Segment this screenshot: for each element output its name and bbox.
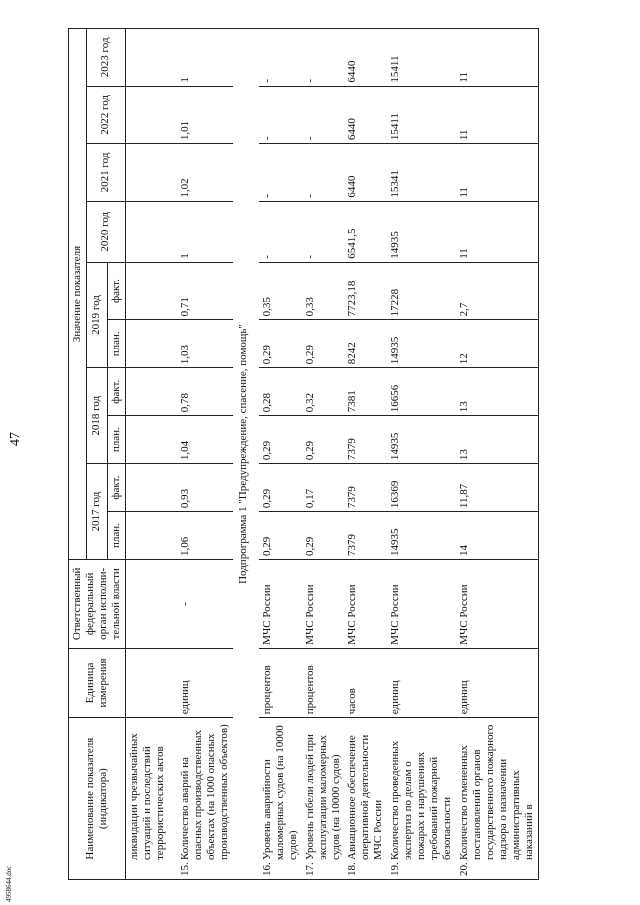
value-cell: 7723,18: [344, 262, 387, 320]
indicator-authority: МЧС России: [456, 560, 538, 649]
value-cell: 0,78: [169, 368, 233, 416]
value-cell: -: [302, 29, 345, 87]
value-cell: 0,33: [302, 262, 345, 320]
table-row: [302, 29, 345, 880]
value-cell: 0,32: [302, 368, 345, 416]
value-cell: 11: [456, 29, 538, 87]
value-cell: 0,29: [259, 464, 302, 512]
header-values: Значение показателя: [69, 29, 87, 560]
footer-filename: 4958644.doc: [5, 865, 13, 902]
indicator-name: 20. Количество отмененных постановлений органов государственного пожарного надзора о назначении административных наказаний в: [456, 718, 538, 880]
header-2022: 2022 год: [86, 86, 125, 144]
value-cell: 6440: [344, 86, 387, 144]
indicator-authority: МЧС России: [387, 560, 456, 649]
value-cell: 14: [456, 512, 538, 560]
indicator-unit: единиц: [169, 648, 233, 718]
subprogram-row: [233, 29, 259, 880]
value-cell: -: [302, 144, 345, 202]
indicator-authority: -: [169, 560, 233, 649]
value-cell: 12: [456, 320, 538, 368]
table-header: [69, 29, 126, 880]
value-cell: 0,29: [302, 320, 345, 368]
value-cell: 2,7: [456, 262, 538, 320]
value-cell: 6440: [344, 144, 387, 202]
value-cell: 1: [169, 29, 233, 87]
value-cell: 6541,5: [344, 201, 387, 262]
value-cell: -: [302, 201, 345, 262]
indicator-name: 17. Уровень гибели людей при эксплуатации маломерных судов (на 10000 судов): [302, 718, 345, 880]
table-body: [125, 29, 538, 880]
indicator-authority: МЧС России: [302, 560, 345, 649]
value-cell: 1,03: [169, 320, 233, 368]
value-cell: -: [259, 29, 302, 87]
header-unit: Единица измерения: [69, 648, 126, 718]
value-cell: 0,29: [259, 416, 302, 464]
value-cell: 15341: [387, 144, 456, 202]
value-cell: 0,71: [169, 262, 233, 320]
value-cell: 0,35: [259, 262, 302, 320]
value-cell: 16656: [387, 368, 456, 416]
value-cell: 7379: [344, 512, 387, 560]
value-cell: -: [259, 144, 302, 202]
indicator-authority: МЧС России: [344, 560, 387, 649]
table-row: [387, 29, 456, 880]
table-row: [456, 29, 538, 880]
value-cell: 8242: [344, 320, 387, 368]
value-cell: 0,29: [259, 320, 302, 368]
value-cell: 14935: [387, 416, 456, 464]
value-cell: 0,29: [302, 416, 345, 464]
header-fact: факт.: [107, 262, 125, 320]
indicator-name: 19. Количество проведенных экспертиз по делам о пожарах и нарушениях требований пожарной безопасности: [387, 718, 456, 880]
indicator-name: 15. Количество аварий на опасных производственных объектах (на 1000 опасных производственных объектов): [169, 718, 233, 880]
header-2017: 2017 год: [86, 464, 107, 560]
table-row: [344, 29, 387, 880]
value-cell: 1,04: [169, 416, 233, 464]
indicator-unit: единиц: [387, 648, 456, 718]
value-cell: 15411: [387, 86, 456, 144]
value-cell: 7381: [344, 368, 387, 416]
value-cell: 0,93: [169, 464, 233, 512]
value-cell: 1: [169, 201, 233, 262]
value-cell: 13: [456, 416, 538, 464]
value-cell: -: [259, 201, 302, 262]
header-2018: 2018 год: [86, 368, 107, 464]
indicator-authority: МЧС России: [259, 560, 302, 649]
value-cell: -: [302, 86, 345, 144]
header-plan: план.: [107, 512, 125, 560]
header-plan: план.: [107, 320, 125, 368]
header-fact: факт.: [107, 464, 125, 512]
value-cell: 15411: [387, 29, 456, 87]
indicator-name: 18. Авиационное обеспечение оперативной деятельности МЧС России: [344, 718, 387, 880]
table-row: [259, 29, 302, 880]
value-cell: 0,29: [259, 512, 302, 560]
value-cell: 0,17: [302, 464, 345, 512]
continuation-row: [125, 29, 168, 880]
value-cell: 11: [456, 86, 538, 144]
value-cell: 6440: [344, 29, 387, 87]
header-2021: 2021 год: [86, 144, 125, 202]
table-row: [169, 29, 233, 880]
value-cell: 0,28: [259, 368, 302, 416]
value-cell: 17228: [387, 262, 456, 320]
header-2019: 2019 год: [86, 262, 107, 367]
page-number: 47: [8, 432, 23, 446]
indicator-name: 16. Уровень аварийности маломерных судов (на 10000 судов): [259, 718, 302, 880]
continuation-text: ликвидации чрезвычайных ситуаций и последствий террористических актов: [125, 718, 168, 880]
value-cell: 1,02: [169, 144, 233, 202]
indicators-table: [68, 28, 539, 880]
indicator-unit: часов: [344, 648, 387, 718]
value-cell: 16369: [387, 464, 456, 512]
rotated-table-container: [68, 28, 628, 880]
value-cell: -: [259, 86, 302, 144]
value-cell: 14935: [387, 201, 456, 262]
value-cell: 7379: [344, 416, 387, 464]
value-cell: 11: [456, 144, 538, 202]
subprogram-title: Подпрограмма 1 "Предупреждение, спасение, помощь": [233, 29, 259, 880]
value-cell: 11,87: [456, 464, 538, 512]
indicator-unit: единиц: [456, 648, 538, 718]
header-authority: Ответственный федеральный орган исполни-тельной власти: [69, 560, 126, 649]
header-plan: план.: [107, 416, 125, 464]
header-2020: 2020 год: [86, 201, 125, 262]
value-cell: 13: [456, 368, 538, 416]
header-name: Наименование показателя (индикатора): [69, 718, 126, 880]
value-cell: 1,06: [169, 512, 233, 560]
header-2023: 2023 год: [86, 29, 125, 87]
header-fact: факт.: [107, 368, 125, 416]
indicator-unit: процентов: [302, 648, 345, 718]
value-cell: 7379: [344, 464, 387, 512]
indicator-unit: процентов: [259, 648, 302, 718]
value-cell: 0,29: [302, 512, 345, 560]
value-cell: 14935: [387, 512, 456, 560]
value-cell: 11: [456, 201, 538, 262]
value-cell: 14935: [387, 320, 456, 368]
value-cell: 1,01: [169, 86, 233, 144]
